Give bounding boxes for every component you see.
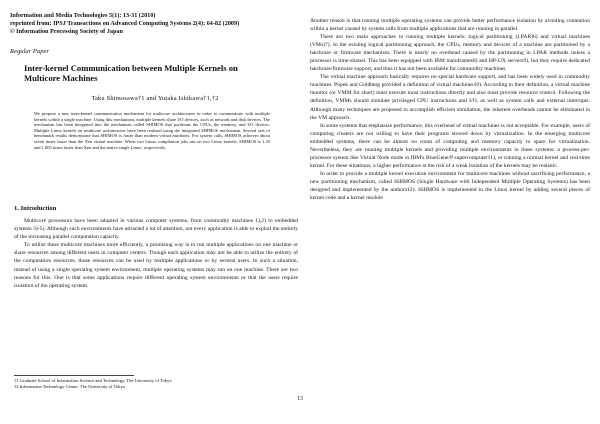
paragraph: In some systems that emphasize performance, this overhead of virtual machines is not acceptable. For example, users of computing clusters are not willing to have their programs slowed down by virtualization. In the emerging multicore embedded systems, there can be almost no room of computing and memory capacity to spare for virtualization. Nevertheless, they are running multiple kernels and providing multiple environments in these systems: a process-per-processor system like Virtual Node mode in IBM's BlueGene/P supercomputer11), or running a normal kernel and real-time kernel. For these situations, a higher performance at the risk of a weak isolation of the kernels may be realistic. bbox=[310, 122, 590, 169]
page-number: 13 bbox=[297, 396, 303, 402]
header-reprint-line: reprinted from: IPSJ Transactions on Advanced Computing Systems 2(4): 64-82 (2009) bbox=[10, 20, 240, 28]
abstract: We propose a new inter-kernel communication mechanism for multicore architectures in order to communicate with multiple kernels within a single machine. Using this mechanism, multiple kernels share I/O devices, such as network and disk devices. The mechanism has been integrated into the mechanism called SHIMOS that partitions the CPUs, the memory, and I/O devices. Multiple Linux kernels on multicore architectures have been realized using the integrated SHIMOS mechanism. Several sets of benchmark results demonstrate that SHIMOS is faster than modern virtual machines. For system calls, SHIMOS achieves about seven times faster than the Xen virtual machine. When two Linux compilation jobs run on two Linux kernels, SHIMOS is 1.35 and 1.005 times faster than Xen and the native single Linux, respectively. bbox=[34, 111, 270, 150]
paragraph: To utilize these multicore machines more efficiently, a promising way is to run multiple applications on one machine or share resources among different users in computer centers. Though each application may not be able to utilize the entirety of the computation resources, those resources can be used by multiple applications or by several users. In such a situation, instead of using a single operating system environment, multiple operating systems may run on one machine. There are two reasons for this: One is that some applications require different operating system environments or that the users require isolation of the operating system. bbox=[14, 242, 298, 289]
footnotes bbox=[14, 378, 298, 391]
paper-title: Inter-kernel Communication between Multiple Kernels on Multicore Machines bbox=[24, 63, 238, 84]
paragraph: The virtual machine approach basically requires no special hardware support, and has been widely used in commodity machines. Popek and Goldberg provided a definition of virtual machines10). According to their definition, a virtual machine monitor (or VMM for short) must execute most instructions directly and also must provide resource control. Following the definition, VMMs should simulate privileged CPU instructions and I/O, as well as system calls and external interrupts. Although many techniques are proposed to accomplish efficient simulation, the inherent overheads cannot be eliminated in the VM approach. bbox=[310, 74, 590, 121]
paragraph: Another reason is that running multiple operating systems can provide better performance isolation by avoiding contention within a kernel caused by system calls from multiple applications that are running in parallel. bbox=[310, 18, 590, 33]
header-journal-line: Information and Media Technologies 5(1): 13-31 (2010) bbox=[10, 12, 156, 19]
paragraph: Multicore processors have been adopted in various computer systems, from commodity machines 1),2) to embedded systems 3)-5). Although such environments have attracted a lot of attention, not every application is able to exploit the entirety of the increasing parallel computation capacity. bbox=[14, 218, 298, 241]
right-column-body bbox=[310, 17, 590, 202]
left-column-body bbox=[14, 217, 298, 290]
paragraph: In order to provide a multiple kernel execution environment for multicore machines without sacrificing performance, a new partitioning mechanism, called SHIMOS (Single Hardware with Independent Multiple Operating Systems) has been designed and implemented by the authors12). SHIMOS is implemented in the Linux kernel by adding several pieces of kernel code and a kernel module bbox=[310, 170, 590, 202]
footnote-divider bbox=[14, 375, 134, 376]
header-copyright-line: © Information Processing Society of Japan bbox=[10, 28, 123, 36]
journal-header bbox=[10, 12, 310, 37]
footnote: †1 Graduate School of Information Science and Technology, The University of Tokyo bbox=[14, 378, 172, 383]
paper-authors: Taku Shimosawa†1 and Yutaka Ishikawa†1,†2 bbox=[91, 95, 219, 102]
paper-type: Regular Paper bbox=[10, 48, 50, 55]
section-heading: 1. Introduction bbox=[14, 205, 57, 212]
footnote: †2 Information Technology Center, The University of Tokyo bbox=[14, 384, 126, 390]
paragraph: There are two main approaches to running multiple kernels: logical partitioning (LPAR)6) and virtual machines (VMs)7). In the existing logical partitioning approach, the CPUs, memory and devices of a machine are partitioned by a hardware or firmware mechanism. There is nearly no overhead caused by the partitioning in LPAR methods unless a processor is time-shared. This has been equipped with IBM mainframes8) and HP-UX servers9), but they require dedicated hardware/firmware support, and thus it has not been available for commodity machines. bbox=[310, 34, 590, 73]
